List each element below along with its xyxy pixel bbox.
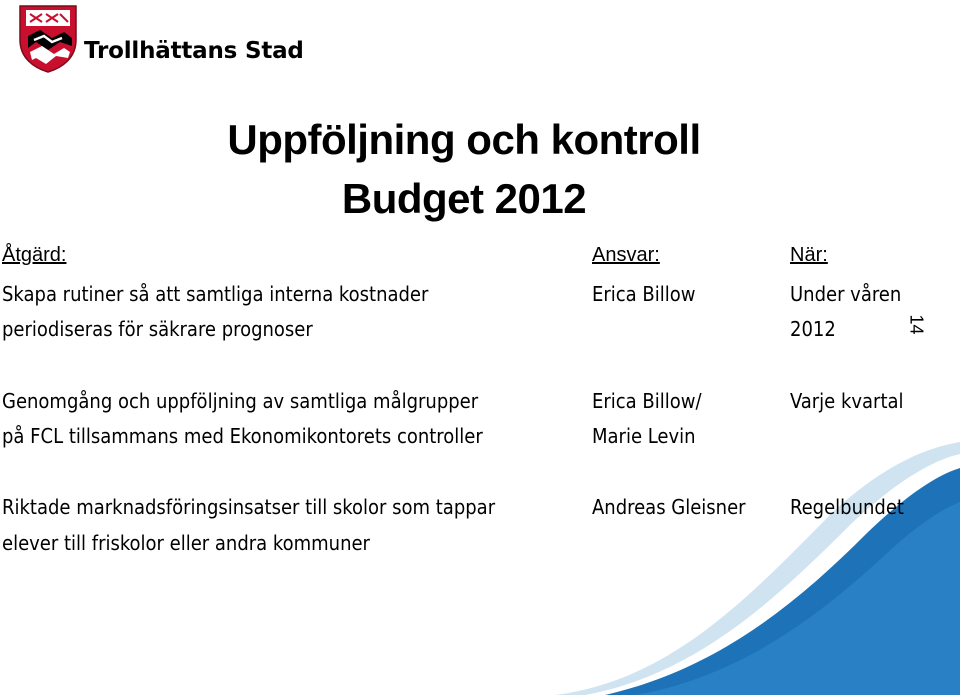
trollhattan-logo xyxy=(16,4,316,74)
column-header-action: Åtgärd: xyxy=(2,244,67,266)
column-header-responsible: Ansvar: xyxy=(592,244,660,266)
row-3-when: Regelbundet xyxy=(790,495,904,519)
row-3-responsible: Andreas Gleisner xyxy=(592,495,746,519)
decorative-wave xyxy=(555,430,960,695)
row-1-when-line-2: 2012 xyxy=(790,317,836,341)
brand-name: Trollhättans Stad xyxy=(84,38,304,64)
coat-of-arms-icon xyxy=(16,4,80,74)
page-title: Uppföljning och kontroll xyxy=(227,116,701,163)
row-1-action-line-1: Skapa rutiner så att samtliga interna kostnader xyxy=(2,282,429,306)
page-subtitle: Budget 2012 xyxy=(341,175,587,222)
column-header-when: När: xyxy=(790,244,828,266)
row-1-responsible: Erica Billow xyxy=(592,282,696,306)
row-2-responsible-line-1: Erica Billow/ xyxy=(592,389,702,413)
row-3-action-line-2: elever till friskolor eller andra kommuner xyxy=(2,531,370,555)
row-2-when: Varje kvartal xyxy=(790,389,904,413)
page-number: 14 xyxy=(906,314,927,335)
row-3-action-line-1: Riktade marknadsföringsinsatser till skolor som tappar xyxy=(2,495,496,519)
row-2-responsible-line-2: Marie Levin xyxy=(592,424,696,448)
row-1-action-line-2: periodiseras för säkrare prognoser xyxy=(2,317,313,341)
row-1-when-line-1: Under våren xyxy=(790,282,902,306)
row-2-action-line-2: på FCL tillsammans med Ekonomikontorets controller xyxy=(2,424,483,448)
row-2-action-line-1: Genomgång och uppföljning av samtliga målgrupper xyxy=(2,389,479,413)
